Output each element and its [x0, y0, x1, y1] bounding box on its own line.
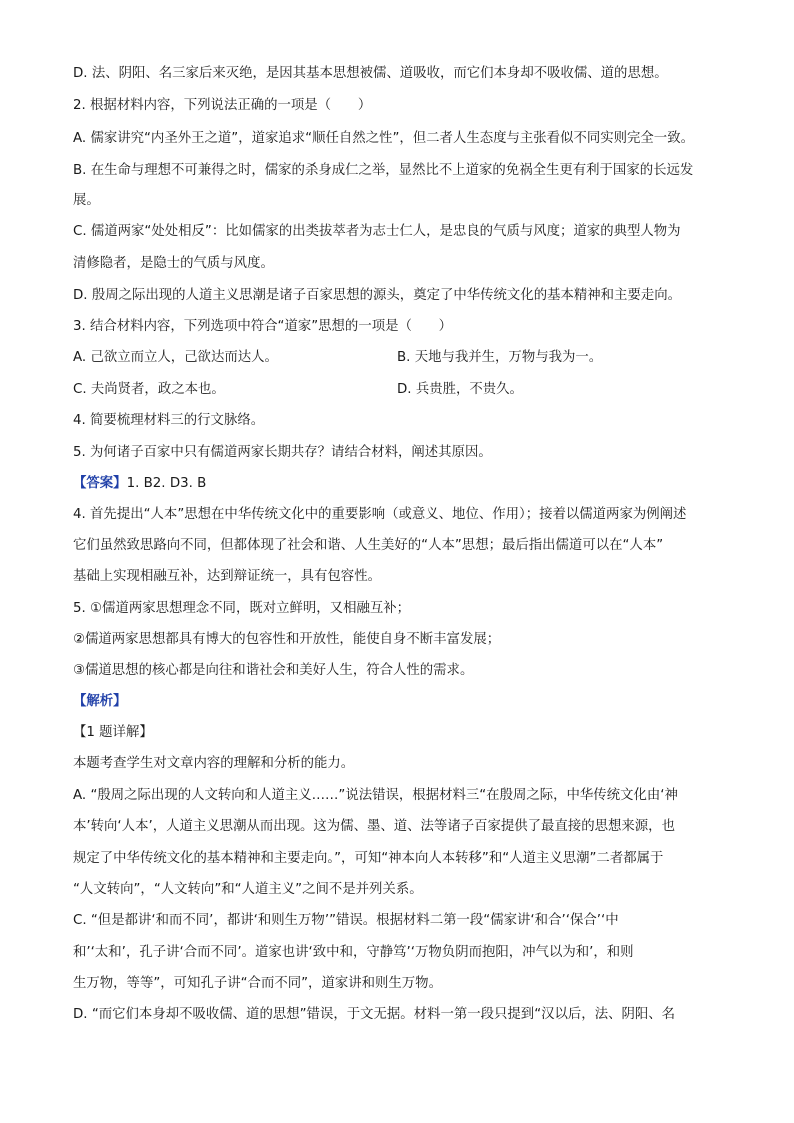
option-2a: A. 儒家讲究“内圣外王之道”，道家追求“顺任自然之性”，但二者人生态度与主张看似不同实则完全一致。	[73, 131, 694, 146]
question-3: 3. 结合材料内容，下列选项中符合“道家”思想的一项是（ ）	[73, 319, 453, 334]
option-2b: B. 在生命与理想不可兼得之时，儒家的杀身成仁之举，显然比不上道家的免祸全生更有利于国家的长远发	[73, 163, 694, 178]
option-2c: C. 儒道两家“处处相反”：比如儒家的出类拔萃者为志士仁人，是忠良的气质与风度；道家的典型人物为	[73, 224, 681, 239]
option-2d: D. 殷周之际出现的人道主义思潮是诸子百家思想的源头，奠定了中华传统文化的基本精神和主要走向。	[73, 288, 682, 303]
answer-5-line3: ③儒道思想的核心都是向往和谐社会和美好人生，符合人性的需求。	[73, 663, 474, 678]
answer-text: 1. B2. D3. B	[126, 476, 207, 491]
analysis-line: “人文转向”，“人文转向”和“人道主义”之间不是并列关系。	[73, 882, 423, 897]
question-4: 4. 简要梳理材料三的行文脉络。	[73, 413, 265, 428]
question-5: 5. 为何诸子百家中只有儒道两家长期共存？请结合材料，阐述其原因。	[73, 445, 492, 460]
answer-label: 【答案】	[73, 476, 127, 491]
text-line: D. 法、阴阳、名三家后来灭绝，是因其基本思想被儒、道吸收，而它们本身却不吸收儒、道的思想。	[73, 66, 668, 81]
analysis-line: 生万物，等等”，可知孔子讲“合而不同”，道家讲和则生万物。	[73, 976, 442, 991]
analysis-line: 规定了中华传统文化的基本精神和主要走向。”，可知“神本向人本转移”和“人道主义思潮”二者都属于	[73, 851, 664, 866]
answer-4-line1: 4. 首先提出“人本”思想在中华传统文化中的重要影响（或意义、地位、作用）；接着以儒道两家为例阐述	[73, 507, 687, 522]
analysis-line: D. “而它们本身却不吸收儒、道的思想”错误，于文无据。材料一第一段只提到“汉以后，法、阴阳、名	[73, 1007, 676, 1022]
answer-5-line2: ②儒道两家思想都具有博大的包容性和开放性，能使自身不断丰富发展；	[73, 632, 501, 647]
option-3d: D. 兵贵胜，不贵久。	[397, 382, 523, 397]
question-2: 2. 根据材料内容，下列说法正确的一项是（ ）	[73, 98, 372, 113]
answer-4-line2: 它们虽然致思路向不同，但都体现了社会和谐、人生美好的“人本”思想；最后指出儒道可以在“人本”	[73, 538, 664, 553]
option-2c-cont: 清修隐者，是隐士的气质与风度。	[73, 256, 274, 271]
option-3a: A. 己欲立而立人，己欲达而达人。	[73, 350, 278, 365]
answer-line	[73, 474, 723, 494]
analysis-line: C. “但是都讲‘和而不同’，都讲‘和则生万物’”错误。根据材料二第一段“儒家讲‘和合’‘保合’‘中	[73, 913, 619, 928]
option-2b-cont: 展。	[73, 193, 100, 208]
analysis-line: 本题考查学生对文章内容的理解和分析的能力。	[73, 756, 355, 771]
analysis-line: A. “殷周之际出现的人文转向和人道主义……”说法错误，根据材料三“在殷周之际，中华传统文化由‘神	[73, 788, 678, 803]
answer-5-line1: 5. ①儒道两家思想理念不同，既对立鲜明，又相融互补；	[73, 601, 411, 616]
option-3c: C. 夫尚贤者，政之本也。	[73, 382, 225, 397]
analysis-label: 【解析】	[73, 694, 127, 709]
detail-label: 【1 题详解】	[73, 725, 153, 740]
analysis-line: 和’‘太和’，孔子讲‘合而不同’。道家也讲‘致中和，守静笃’‘万物负阴而抱阳，冲气以为和’，和则	[73, 945, 634, 960]
option-3b: B. 天地与我并生，万物与我为一。	[397, 350, 603, 365]
analysis-line: 本’转向‘人本’，人道主义思潮从而出现。这为儒、墨、道、法等诸子百家提供了最直接的思想来源，也	[73, 819, 675, 834]
answer-4-line3: 基础上实现相融互补，达到辩证统一，具有包容性。	[73, 569, 381, 584]
